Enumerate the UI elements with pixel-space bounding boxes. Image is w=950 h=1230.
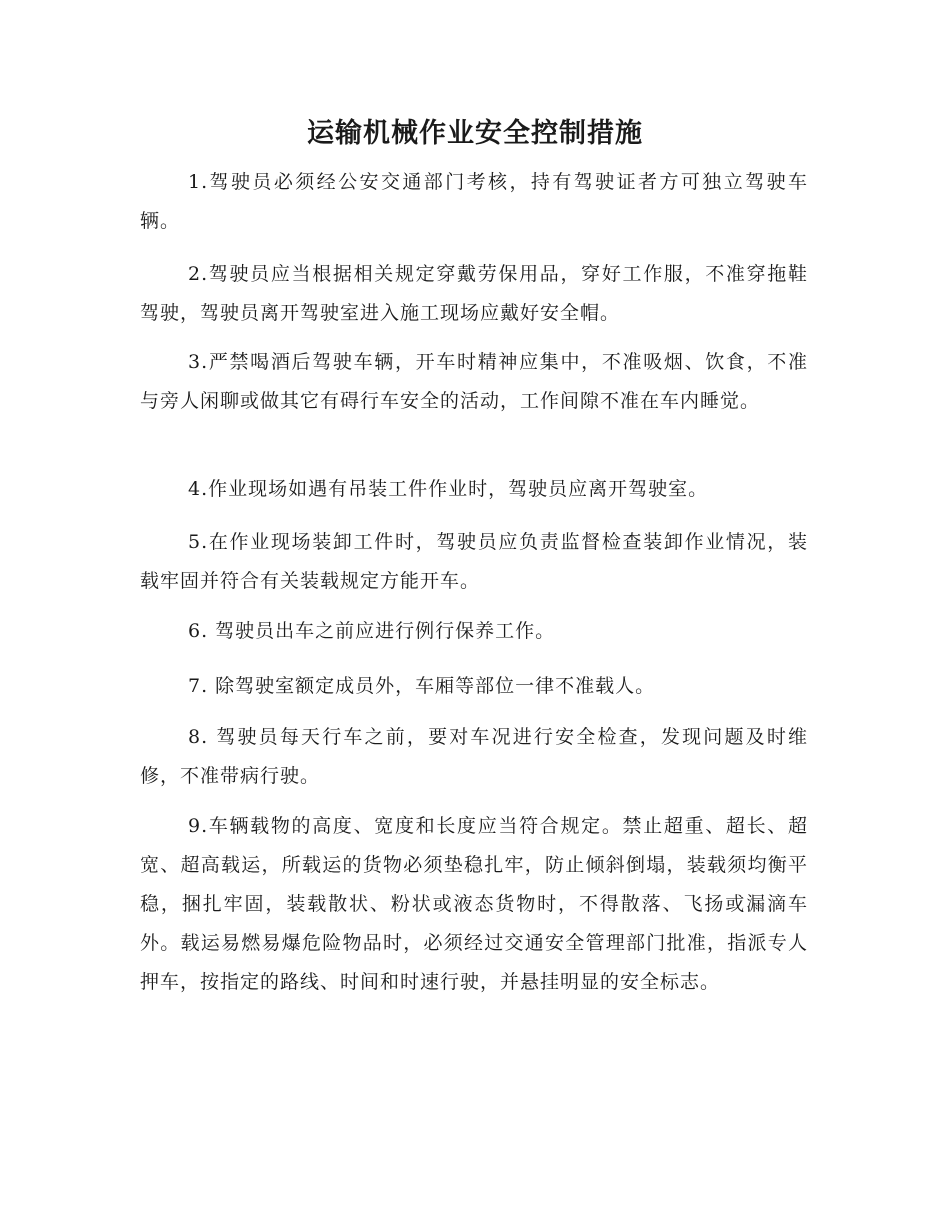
measure-item-1: 1.驾驶员必须经公安交通部门考核，持有驾驶证者方可独立驾驶车辆。 [140, 171, 808, 232]
measure-item-9: 9.车辆载物的高度、宽度和长度应当符合规定。禁止超重、超长、超宽、超高载运，所载运的货物必须垫稳扎牢，防止倾斜倒塌，装载须均衡平稳，捆扎牢固，装载散状、粉状或液态货物时，不得散落、飞扬或漏滴车外。载运易燃易爆危险物品时，必须经过交通安全管理部门批准，指派专人押车，按指定的路线、时间和时速行驶，并悬挂明显的安全标志。 [140, 815, 808, 993]
measure-item-8: 8. 驾驶员每天行车之前，要对车况进行安全检查，发现问题及时维修，不准带病行驶。 [140, 726, 808, 787]
measure-item-5: 5.在作业现场装卸工件时，驾驶员应负责监督检查装卸作业情况，装载牢固并符合有关装载规定方能开车。 [140, 531, 808, 592]
measure-item-2: 2.驾驶员应当根据相关规定穿戴劳保用品，穿好工作服，不准穿拖鞋驾驶，驾驶员离开驾驶室进入施工现场应戴好安全帽。 [140, 263, 808, 324]
measure-item-7: 7. 除驾驶室额定成员外，车厢等部位一律不准载人。 [188, 675, 656, 697]
document-title: 运输机械作业安全控制措施 [307, 118, 643, 149]
measure-item-4: 4.作业现场如遇有吊装工件作业时，驾驶员应离开驾驶室。 [188, 478, 709, 500]
measure-item-3: 3.严禁喝酒后驾驶车辆，开车时精神应集中，不准吸烟、饮食，不准与旁人闲聊或做其它有碍行车安全的活动，工作间隙不准在车内睡觉。 [140, 351, 808, 412]
measure-item-6: 6. 驾驶员出车之前应进行例行保养工作。 [188, 620, 556, 642]
